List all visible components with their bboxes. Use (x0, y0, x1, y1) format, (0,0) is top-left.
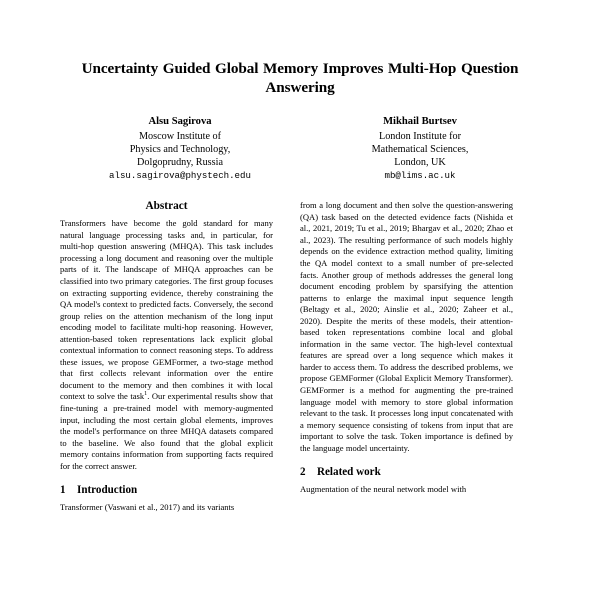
abstract-text-part-1: Transformers have become the gold standard for many natural language processing tasks and, in particular, for multi-hop question answering (MHQA). This task includes processing a long document and reasoning over the multiple parts of it. The landscape of MHQA approaches can be classified into two primary categories. The first group focuses on extracting supporting evidence, thereby constraining the QA model's context to predicted facts. Conversely, the second group relies on the attention mechanism of the long input encoding model to facilitate multi-hop reasoning. However, attention-based token representations lack explicit global contextual information to connect reasoning steps. To address these issues, we propose GEMFormer, a two-stage method that first collects relevant information over the entire document to the memory and then combines it with local context to solve the task (60, 218, 273, 402)
related-work-paragraph: Augmentation of the neural network model with (300, 484, 467, 495)
section-heading-related-work (300, 466, 513, 478)
page-title: Uncertainty Guided Global Memory Improves Multi-Hop Question Answering (81, 60, 519, 97)
author-name: Alsu Sagirova (148, 115, 212, 127)
section-number: 1 (60, 484, 66, 497)
author-affiliation-line: London, UK (394, 157, 446, 169)
column-right (300, 200, 513, 496)
author-email[interactable]: mb@lims.ac.uk (384, 170, 456, 182)
section-heading-introduction (60, 484, 273, 496)
author-block-2 (300, 115, 540, 182)
author-list (60, 115, 540, 182)
author-affiliation-line: Dolgoprudny, Russia (137, 157, 223, 169)
author-affiliation-line: London Institute for (378, 130, 462, 142)
author-affiliation-line: Physics and Technology, (129, 143, 231, 155)
abstract-heading: Abstract (145, 200, 188, 213)
section-number: 2 (300, 466, 306, 479)
author-name: Mikhail Burtsev (383, 115, 457, 127)
abstract-text-part-2: . Our experimental results show that fine-tuning a pre-trained model with memory-augmented input, including the most certain global elements, improves the model's performance on three MHQA datasets compared to the baseline. We also found that the global explicit memory contains information from supporting facts required for the correct answer. (60, 391, 274, 471)
abstract-text (60, 218, 273, 472)
author-affiliation-line: Moscow Institute of (138, 130, 222, 142)
author-affiliation-line: Mathematical Sciences, (371, 143, 469, 155)
author-block-1 (60, 115, 300, 182)
footnote-marker[interactable]: 1 (144, 390, 148, 398)
column-left (60, 200, 273, 514)
section-title: Introduction (77, 484, 138, 497)
section-title: Related work (317, 466, 381, 479)
right-column-paragraph: from a long document and then solve the question-answering (QA) task based on the detected evidence facts (Nishida et al., 2021, 2019; Tu et al., 2019; Bhargav et al., 2020; Zhao et al., 2023). The resulting performance of such models highly depends on the evidence extraction method quality, limiting the QA model context to a small number of pre-selected facts. Another group of methods addresses the general long document encoding problem by sparsifying the attention patterns to enlarge the maximal input sequence length (Beltagy et al., 2020; Ainslie et al., 2020; Zaheer et al., 2020). Despite the merits of these models, their attention-based token representations combine local and global information in the same vector. The high-level contextual features are spread over a long sequence which makes it harder to access them. To address the described problems, we propose GEMFormer (Global Explicit Memory Transformer). GEMFormer is a method for augmenting the pre-trained language model with memory to store global information relevant to the task. It processes long input concatenated with a memory sequence consisting of tokens from input that are important to solve the task. Token importance is defined by the language model uncertainty. (300, 200, 513, 453)
introduction-paragraph: Transformer (Vaswani et al., 2017) and its variants (60, 502, 235, 513)
author-email[interactable]: alsu.sagirova@phystech.edu (109, 170, 251, 182)
two-column-body (60, 200, 540, 514)
